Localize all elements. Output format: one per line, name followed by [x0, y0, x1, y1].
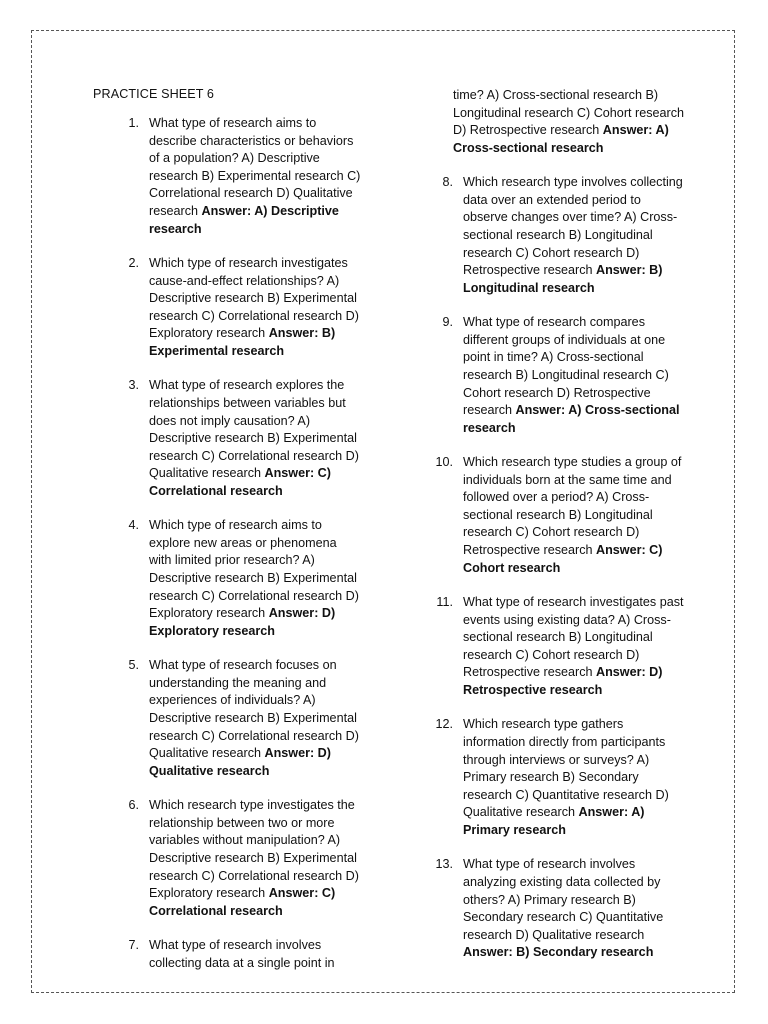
question-number: 12.	[435, 717, 453, 732]
answer-text: Answer: C) Correlational research	[149, 886, 336, 918]
question-text: What type of research involves collecting data at a single point in	[149, 938, 335, 970]
question-body	[139, 797, 362, 920]
question-body	[453, 594, 686, 700]
answer-text: Answer: A) Cross-sectional research	[463, 403, 680, 435]
question-body	[139, 657, 362, 780]
answer-text: Answer: A) Cross-sectional research	[453, 123, 669, 155]
answer-text: Answer: C) Correlational research	[149, 466, 331, 498]
question-body	[139, 937, 362, 972]
question-number: 8.	[442, 175, 453, 190]
question-number: 7.	[128, 938, 139, 953]
question-text: What type of research involves analyzing existing data collected by others? A) Primary research B) Secondary research C) Quantitative research D) Qualitative research	[463, 857, 664, 942]
question-item	[424, 856, 686, 962]
question-number: 4.	[128, 518, 139, 533]
question-number: 6.	[128, 798, 139, 813]
question-item	[110, 797, 362, 920]
question-body	[453, 314, 686, 437]
answer-text: Answer: A) Descriptive research	[149, 203, 339, 236]
question-item	[424, 594, 686, 700]
question-item	[110, 255, 362, 361]
question-body	[453, 716, 686, 839]
question-item	[110, 657, 362, 780]
question-text: What type of research focuses on understanding the meaning and experiences of individuals? A) Descriptive research B) Experimental research C) Correlational research D) Qualitative research	[149, 658, 359, 761]
answer-text: Answer: B) Longitudinal research	[463, 263, 663, 295]
question-item	[424, 454, 686, 577]
question-text: Which research type studies a group of individuals born at the same time and followed over a period? A) Cross-sectional research B) Longitudinal research C) Cohort research D) Retrospective research	[463, 455, 682, 558]
question-number: 5.	[128, 658, 139, 673]
question-text: Which type of research investigates cause-and-effect relationships? A) Descriptive research B) Experimental research C) Correlational research D) Exploratory research	[149, 255, 359, 341]
question-text: What type of research aims to describe characteristics or behaviors of a population? A) Descriptive research B) Experimental research C) Correlational research D) Qualitative research	[149, 116, 361, 218]
question-number: 1.	[128, 116, 139, 130]
question-text: time? A) Cross-sectional research B) Longitudinal research C) Cohort research D) Retrospective research	[453, 88, 685, 138]
question-body	[139, 115, 362, 238]
question-text: What type of research compares different groups of individuals at one point in time? A) Cross-sectional research B) Longitudinal research C) Cohort research D) Retrospective research	[463, 315, 669, 418]
answer-text: Answer: B) Experimental research	[149, 326, 336, 358]
question-number: 9.	[442, 315, 453, 330]
question-text: What type of research investigates past events using existing data? A) Cross-sectional research B) Longitudinal research C) Cohort research D) Retrospective research	[463, 595, 684, 680]
question-number: 3.	[128, 378, 139, 393]
right-column	[424, 87, 686, 979]
question-number: 2.	[128, 255, 139, 270]
question-number: 10.	[435, 455, 453, 470]
question-text: Which research type involves collecting data over an extended period to observe changes over time? A) Cross-sectional research B) Longitudinal research C) Cohort research D) Retrospective research	[463, 175, 683, 278]
question-body	[139, 255, 362, 361]
answer-text: Answer: D) Qualitative research	[149, 746, 331, 778]
answer-text: Answer: A) Primary research	[463, 805, 645, 837]
question-text: What type of research explores the relationships between variables but does not imply causation? A) Descriptive research B) Experimental research C) Correlational research D) Qualitative research	[149, 378, 359, 481]
question-item	[110, 377, 362, 500]
question-item	[110, 115, 362, 238]
question-text: Which research type investigates the relationship between two or more variables without manipulation? A) Descriptive research B) Experimental research C) Correlational research D) Exploratory research	[149, 798, 359, 901]
question-body	[453, 454, 686, 577]
question-item	[110, 517, 362, 640]
question-number: 13.	[435, 857, 453, 872]
question-number: 11.	[436, 595, 453, 610]
question-text: Which type of research aims to explore new areas or phenomena with limited prior research? A) Descriptive research B) Experimental research C) Correlational research D) Exploratory research	[149, 518, 359, 621]
answer-text: Answer: D) Exploratory research	[149, 606, 336, 638]
question-item	[110, 937, 362, 972]
question-body	[139, 377, 362, 500]
answer-text: Answer: D) Retrospective research	[463, 665, 663, 697]
question-text: Which research type gathers information directly from participants through interviews or surveys? A) Primary research B) Secondary research C) Quantitative research D) Qualitative research	[463, 717, 669, 820]
question-body	[453, 856, 686, 962]
question-body	[139, 517, 362, 640]
left-column	[110, 115, 362, 989]
question-item	[424, 174, 686, 297]
question-item	[424, 314, 686, 437]
answer-text: Answer: C) Cohort research	[463, 543, 663, 575]
answer-text: Answer: B) Secondary research	[463, 945, 654, 960]
question-item	[424, 716, 686, 839]
question-body	[453, 87, 686, 157]
page-title: PRACTICE SHEET 6	[93, 87, 215, 101]
question-continuation	[424, 87, 686, 157]
question-body	[453, 174, 686, 297]
